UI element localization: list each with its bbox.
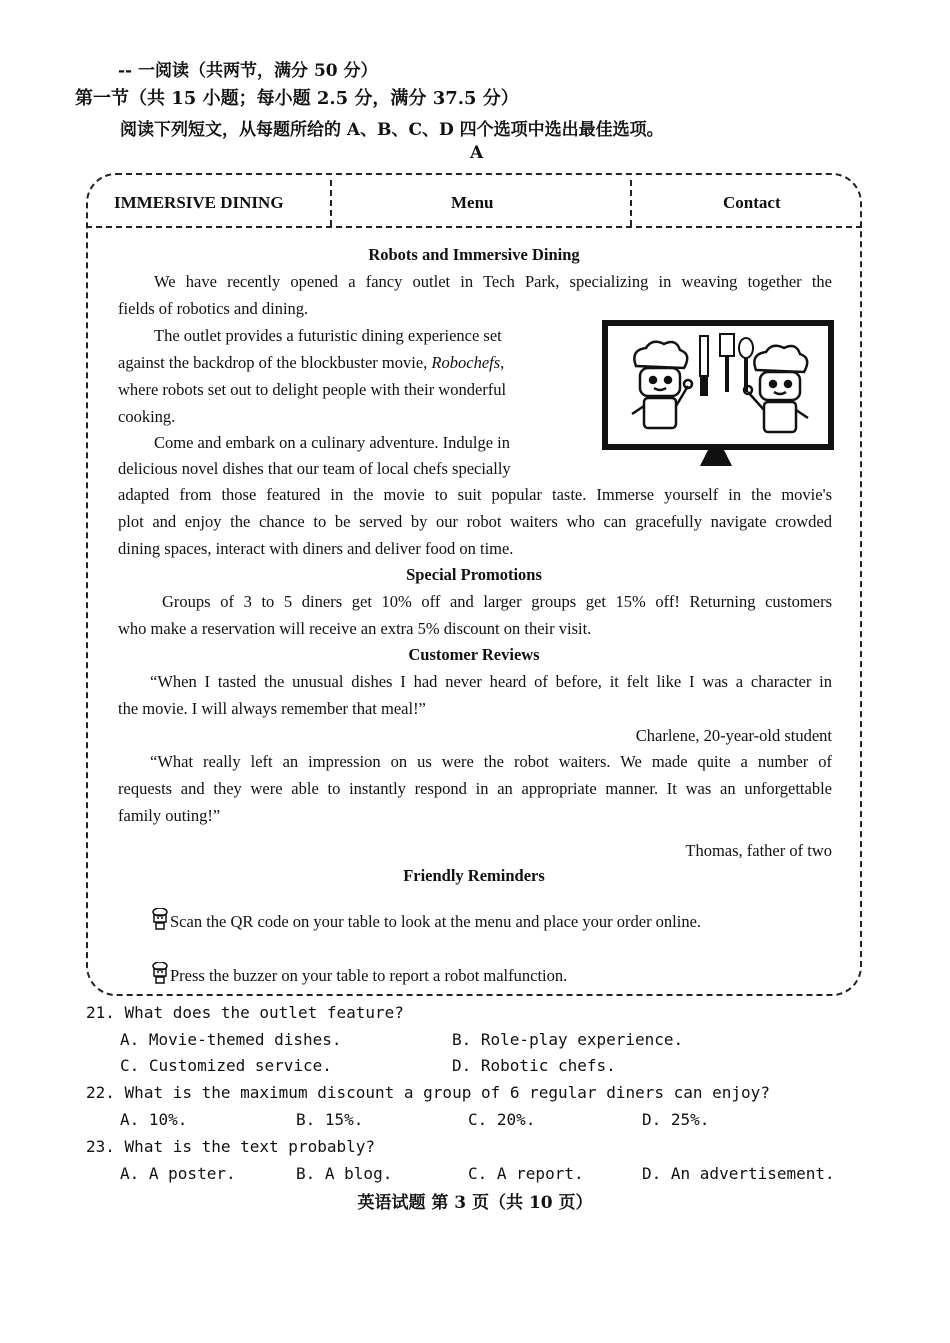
option: B. Role-play experience.	[452, 1030, 684, 1049]
review-line: “What really left an impression on us were the robot waiters. We made quite a number of	[150, 752, 832, 771]
part-heading: -- 一阅读（共两节，满分 50 分）	[118, 61, 378, 81]
robot-chefs-illustration	[602, 320, 834, 450]
review-author: Charlene, 20-year-old student	[635, 726, 832, 745]
robot-chef-icon	[150, 962, 170, 984]
passage-letter: A	[470, 143, 484, 163]
paragraph-line: dining spaces, interact with diners and deliver food on time.	[118, 539, 514, 558]
option: B. 15%.	[296, 1110, 364, 1129]
option: C. 20%.	[468, 1110, 536, 1129]
option: D. An advertisement.	[642, 1164, 835, 1183]
reminder-item: Press the buzzer on your table to report a robot malfunction.	[150, 962, 567, 986]
paragraph-line: who make a reservation will receive an extra 5% discount on their visit.	[118, 619, 592, 638]
option: D. Robotic chefs.	[452, 1056, 616, 1075]
review-line: “When I tasted the unusual dishes I had never heard of before, it felt like I was a character in	[150, 672, 832, 691]
instruction: 阅读下列短文，从每题所给的 A、B、C、D 四个选项中选出最佳选项。	[120, 120, 664, 140]
question-23: 23. What is the text probably?	[86, 1137, 375, 1156]
paragraph-line: We have recently opened a fancy outlet in Tech Park, specializing in weaving together the	[154, 272, 832, 291]
nav-divider	[330, 180, 332, 226]
robot-chef-icon	[150, 908, 170, 930]
paragraph-line: The outlet provides a futuristic dining experience set	[154, 326, 502, 345]
option: D. 25%.	[642, 1110, 710, 1129]
review-author: Thomas, father of two	[685, 841, 832, 860]
paragraph-line: where robots set out to delight people with their wonderful	[118, 380, 507, 399]
paragraph-line: delicious novel dishes that our team of local chefs specially	[118, 459, 511, 478]
paragraph-line: plot and enjoy the chance to be served by our robot waiters who can gracefully navigate crowded	[118, 512, 832, 531]
option: C. Customized service.	[120, 1056, 332, 1075]
review-line: the movie. I will always remember that meal!”	[118, 699, 426, 718]
section-heading: 第一节（共 15 小题；每小题 2.5 分，满分 37.5 分）	[75, 88, 519, 109]
question-21: 21. What does the outlet feature?	[86, 1003, 404, 1022]
reminders-heading: Friendly Reminders	[403, 866, 545, 885]
paragraph-line: Come and embark on a culinary adventure. Indulge in	[154, 433, 511, 452]
nav-brand: IMMERSIVE DINING	[114, 193, 284, 212]
nav-divider	[630, 180, 632, 226]
reminder-item: Scan the QR code on your table to look at the menu and place your order online.	[150, 908, 701, 932]
page-footer: 英语试题 第 3 页（共 10 页）	[357, 1193, 593, 1213]
paragraph-line: fields of robotics and dining.	[118, 299, 309, 318]
paragraph-line: against the backdrop of the blockbuster movie, Robochefs,	[118, 353, 505, 372]
option: B. A blog.	[296, 1164, 393, 1183]
nav-menu-link[interactable]: Menu	[451, 193, 494, 212]
review-line: family outing!”	[118, 806, 221, 825]
paragraph-line: Groups of 3 to 5 diners get 10% off and larger groups get 15% off! Returning customers	[162, 592, 832, 611]
article-title: Robots and Immersive Dining	[368, 245, 580, 264]
option: A. 10%.	[120, 1110, 188, 1129]
option: A. A poster.	[120, 1164, 236, 1183]
paragraph-line: adapted from those featured in the movie to suit popular taste. Immerse yourself in the movie's	[118, 485, 832, 504]
navbar	[86, 178, 862, 228]
question-22: 22. What is the maximum discount a group of 6 regular diners can enjoy?	[86, 1083, 770, 1102]
review-line: requests and they were able to instantly respond in an appropriate manner. It was an unforgettable	[118, 779, 832, 798]
option: C. A report.	[468, 1164, 584, 1183]
paragraph-line: cooking.	[118, 407, 176, 426]
option: A. Movie-themed dishes.	[120, 1030, 342, 1049]
nav-contact-link[interactable]: Contact	[723, 193, 781, 212]
promotions-heading: Special Promotions	[406, 565, 542, 584]
reviews-heading: Customer Reviews	[408, 645, 540, 664]
monitor-stand	[686, 450, 746, 470]
